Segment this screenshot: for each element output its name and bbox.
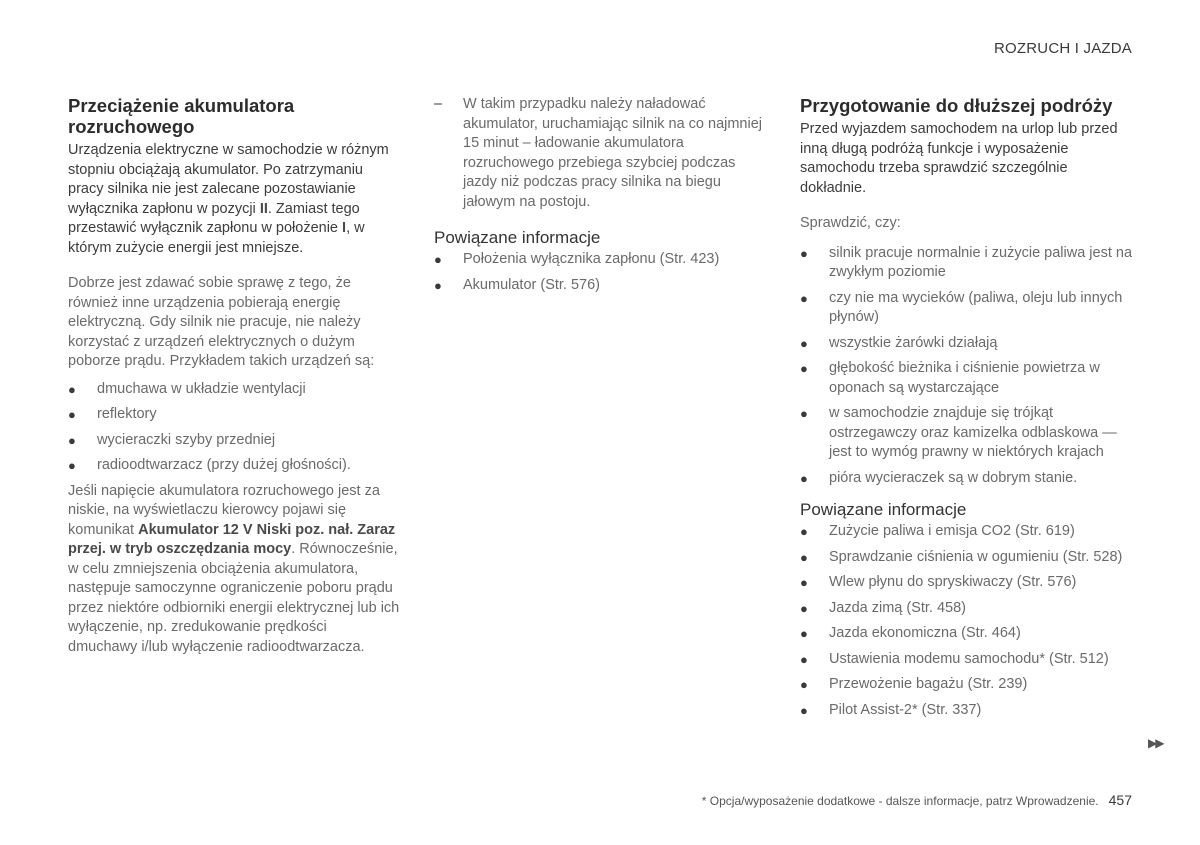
low-voltage-text-2: . Równocześnie, w celu zmniejszenia obciążenia akumulatora, następuje samoczynne ograniczenie poboru prądu przez niektóre odbiorniki energii elektrycznej lub ich wyłączenie, np. zredukowanie prędkości dmuchawy i/lub wyłączenie radioodtwarzacza. bbox=[68, 541, 400, 655]
bullet-icon: ● bbox=[800, 600, 808, 616]
bullet-icon: ● bbox=[68, 432, 76, 448]
bullet-icon: ● bbox=[434, 252, 442, 267]
list-item: ● w samochodzie znajduje się trójkąt ostrzegawczy oraz kamizelka odblaskowa — jest to wymóg prawny w niektórych krajach bbox=[800, 405, 1117, 460]
related-link[interactable]: ● Ustawienia modemu samochodu* (Str. 512) bbox=[800, 650, 1134, 670]
bullet-icon: ● bbox=[800, 575, 808, 590]
related-link[interactable]: ● Wlew płynu do spryskiwaczy (Str. 576) bbox=[800, 573, 1134, 593]
column-left bbox=[68, 95, 400, 657]
battery-intro-text-1: Urządzenia elektryczne w samochodzie w różnym stopniu obciążają akumulator. Po zatrzymaniu pracy silnika nie jest zalecane pozostawianie wyłącznika zapłonu w pozycji bbox=[68, 142, 389, 217]
related-info-list bbox=[434, 250, 768, 295]
battery-intro-paragraph bbox=[68, 141, 400, 258]
bullet-icon: ● bbox=[434, 277, 442, 293]
bullet-icon: ● bbox=[800, 702, 808, 718]
checklist bbox=[800, 244, 1134, 489]
bullet-icon: ● bbox=[68, 458, 76, 473]
related-info-heading: Powiązane informacje bbox=[434, 228, 601, 247]
list-item: ● radioodtwarzacz (przy dużej głośności). bbox=[68, 456, 400, 476]
related-link[interactable]: ● Pilot Assist-2* (Str. 337) bbox=[800, 701, 1134, 721]
bullet-icon: ● bbox=[800, 361, 808, 376]
ignition-position-ii: II bbox=[259, 200, 268, 217]
bullet-icon: ● bbox=[800, 626, 808, 641]
bullet-icon: ● bbox=[68, 407, 76, 422]
bullet-icon: ● bbox=[800, 335, 808, 351]
bullet-icon: ● bbox=[800, 677, 808, 692]
list-item: ● reflektory bbox=[68, 405, 400, 425]
related-link[interactable]: ● Akumulator (Str. 576) bbox=[434, 276, 768, 296]
dash-marker: – bbox=[434, 96, 443, 112]
battery-intro-text-3: , w którym zużycie energii jest mniejsze. bbox=[68, 220, 365, 256]
page-number: 457 bbox=[1108, 792, 1132, 808]
charging-instruction-text: W takim przypadku należy naładować akumulator, uruchamiając silnik na co najmniej 15 minut – ładowanie akumulatora rozruchowego przebiega szybciej podczas jazdy niż podczas pracy silnika na biegu jałowym na postoju. bbox=[463, 96, 763, 210]
continue-arrow-icon: ▶▶ bbox=[1148, 736, 1163, 750]
list-item: ● wycieraczki szyby przedniej bbox=[68, 431, 400, 451]
list-item: ● czy nie ma wycieków (paliwa, oleju lub innych płynów) bbox=[800, 289, 1123, 325]
display-message: Akumulator 12 V Niski poz. nał. Zaraz przej. w tryb oszczędzania mocy bbox=[68, 521, 396, 557]
low-voltage-text-1: Jeśli napięcie akumulatora rozruchowego jest za niskie, na wyświetlaczu kierowcy pojawi się komunikat bbox=[68, 482, 380, 538]
related-link[interactable]: ● Położenia wyłącznika zapłonu (Str. 423) bbox=[434, 250, 768, 270]
low-voltage-paragraph bbox=[68, 482, 400, 658]
related-info-heading: Powiązane informacje bbox=[800, 500, 967, 519]
bullet-icon: ● bbox=[800, 245, 808, 261]
column-right bbox=[800, 95, 1134, 726]
bullet-icon: ● bbox=[800, 524, 808, 539]
bullet-icon: ● bbox=[800, 470, 808, 486]
list-item: ● głębokość bieżnika i ciśnienie powietrza w oponach są wystarczające bbox=[800, 360, 1100, 396]
list-item: ● pióra wycieraczek są w dobrym stanie. bbox=[800, 469, 1134, 489]
related-link[interactable]: ● Jazda ekonomiczna (Str. 464) bbox=[800, 624, 1134, 644]
bullet-icon: ● bbox=[800, 651, 808, 667]
long-trip-intro: Przed wyjazdem samochodem na urlop lub przed inną długą podróżą funkcje i wyposażenie samochodu trzeba sprawdzić szczególnie dokładnie. bbox=[800, 121, 1118, 196]
related-info-list bbox=[800, 522, 1134, 720]
charging-instruction bbox=[434, 95, 768, 212]
section-title-long-trip: Przygotowanie do dłuższej podróży bbox=[800, 95, 1113, 116]
list-item: ● silnik pracuje normalnie i zużycie paliwa jest na zwykłym poziomie bbox=[800, 244, 1133, 280]
bullet-icon: ● bbox=[800, 406, 808, 421]
devices-list bbox=[68, 380, 400, 476]
battery-intro-text-2: . Zamiast tego przestawić wyłącznik zapłonu w położenie bbox=[68, 200, 360, 236]
footnote: * Opcja/wyposażenie dodatkowe - dalsze informacje, patrz Wprowadzenie. bbox=[701, 794, 1099, 808]
section-header: ROZRUCH I JAZDA bbox=[994, 40, 1132, 57]
related-link[interactable]: ● Zużycie paliwa i emisja CO2 (Str. 619) bbox=[800, 522, 1134, 542]
bullet-icon: ● bbox=[68, 381, 76, 397]
list-item: ● dmuchawa w układzie wentylacji bbox=[68, 380, 400, 400]
column-middle bbox=[434, 95, 768, 301]
ignition-position-i: I bbox=[342, 220, 347, 236]
related-link[interactable]: ● Jazda zimą (Str. 458) bbox=[800, 599, 1134, 619]
section-title-battery-overload: Przeciążenie akumulatora rozruchowego bbox=[68, 95, 295, 137]
bullet-icon: ● bbox=[800, 290, 808, 306]
check-intro: Sprawdzić, czy: bbox=[800, 215, 901, 231]
related-link[interactable]: ● Przewożenie bagażu (Str. 239) bbox=[800, 675, 1134, 695]
page-footer bbox=[702, 792, 1132, 808]
devices-intro-paragraph: Dobrze jest zdawać sobie sprawę z tego, że również inne urządzenia pobierają energię elektryczną. Gdy silnik nie pracuje, nie należy korzystać z urządzeń elektrycznych o dużym poborze prądu. Przykładem takich urządzeń są: bbox=[68, 275, 375, 369]
bullet-icon: ● bbox=[800, 549, 808, 565]
related-link[interactable]: ● Sprawdzanie ciśnienia w ogumieniu (Str. 528) bbox=[800, 548, 1134, 568]
list-item: ● wszystkie żarówki działają bbox=[800, 334, 1134, 354]
